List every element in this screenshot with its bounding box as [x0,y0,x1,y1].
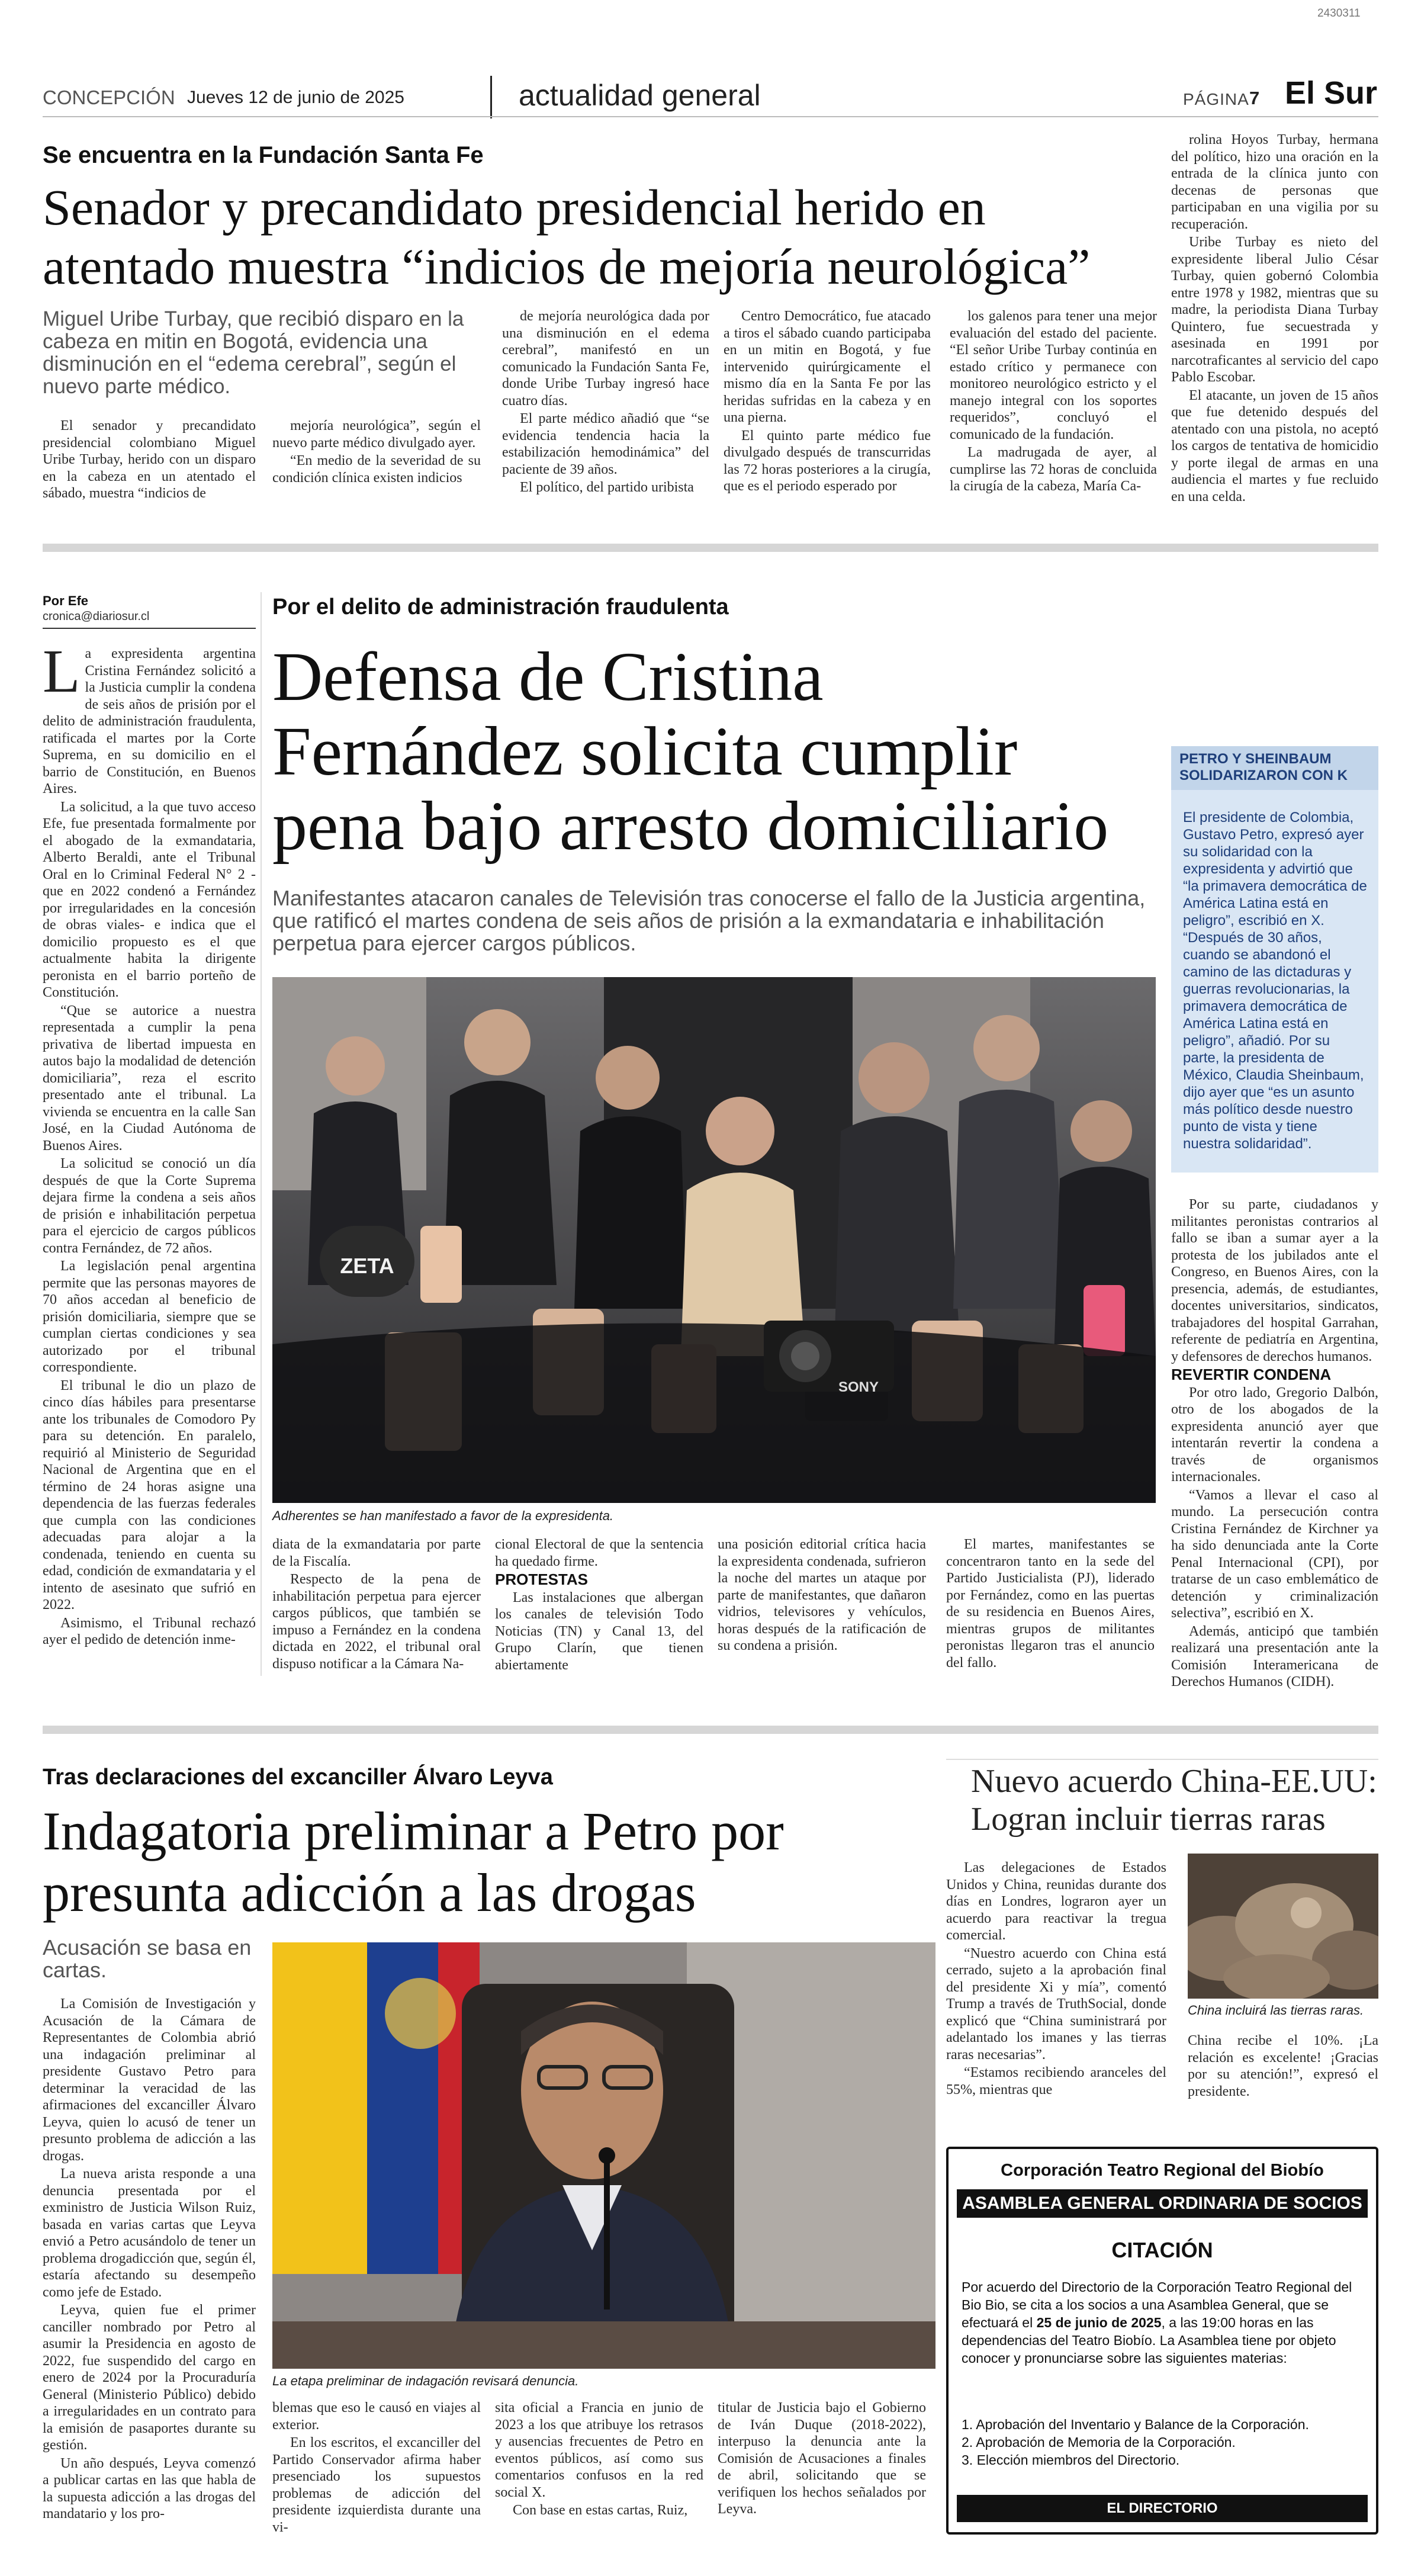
article1-col5: los galenos para tener una mejor evaluación del estado del paciente. “El señor Uribe Turbay continúa en estado crítico y permanece con monitoreo neurológico estricto y el manejo integral con los soportes requeridos”, concluyó el comunicado de la fundación. La madrugada de ayer, al cumplirse las 72 horas de concluida la cirugía de la cabeza, María Ca- [950,309,1157,494]
article3-kicker: Tras declaraciones del excanciller Álvaro Leyva [43,1765,553,1790]
article3-photo [272,1942,935,2369]
article2-left-column: La expresidenta argentina Cristina Fernández solicitó a la Justicia cumplir la condena de seis años de prisión por el delito de administración fraudulenta, ratificada el martes por la Corte Suprema, en su domicilio en el barrio de Constitución, en Buenos Aires. La solicitud, a la que tuvo acceso Efe, fue presentada formalmente por el abogado de la exmandataria, Alberto Beraldi, ante el Tribunal Oral en lo Criminal Federal N° 2 -que en 2022 condenó a Fernández por irregularidades en la concesión de obras viales- e indica que el domicilio propuesto es el que actualmente habita la dirigente peronista en el barrio porteño de Constitución. “Que se autorice a nuestra representada a cumplir la pena privativa de libertad impuesta en autos bajo la modalidad de detención domiciliaria”, reza el escrito presentado ante el tribunal. La vivienda se encuentra en la calle San José, en la Ciudad Autónoma de Buenos Aires. La solicitud se conoció un día después de que la Corte Suprema dejara firme la condena a seis años de prisión e inhabilitación perpetua para el ejercicio de cargos públicos contra Fernández, de 72 años. La legislación penal argentina permite que las personas mayores de 70 años accedan al beneficio de prisión domiciliaria, siempre que se cumplan ciertas condiciones y sea autorizado por el tribunal correspondiente. El tribunal le dio un plazo de cinco días hábiles para presentarse ante los tribunales de Comodoro Py para su detención. En paralelo, requirió al Ministerio de Seguridad Nacional de Argentina que en el término de 24 horas asigne una dependencia de las fuerzas federales que cumpla con las condiciones adecuadas para alojar a la condenada, teniendo en cuenta su edad, condición de exmandataria y el intento de asesinato que sufrió en 2022. Asimismo, el Tribunal rechazó ayer el pedido de detención inme- [43,637,256,1647]
article2-kicker: Por el delito de administración fraudulenta [272,595,729,619]
byline-rule [43,628,256,629]
article4-left-column: Las delegaciones de Estados Unidos y China, reunidas durante dos días en Londres, lograron ayer un acuerdo para reactivar la tregua comercial. “Nuestro acuerdo con China está cerrado, sujeto a la aprobación final del presidente Xi y mía”, comentó Trump a través de TruthSocial, donde explicó que “China suministrará por adelantado los imanes y las tierras raras necesarias”. “Estamos recibiendo aranceles del 55%, mientras que [946,1860,1166,2098]
article2-col-b3: una posición editorial crítica hacia la expresidenta condenada, sufrieron la noche del martes un ataque por parte de manifestantes, que dañaron vidrios, televisores y vehículos, horas después de la ratificación de su condena a prisión. [718,1537,926,1653]
notice-banner: ASAMBLEA GENERAL ORDINARIA DE SOCIOS [957,2189,1368,2218]
article1-col1: El senador y precandidato presidencial colombiano Miguel Uribe Turbay, herido con un disparo en la cabeza en un atentado el sábado, muestra “indicios de [43,418,256,501]
article3-col-b3: titular de Justicia bajo el Gobierno de Iván Duque (2018-2022), interpuso la denuncia ante la Comisión de Acusaciones a finales de abril, solicitando que se verifiquen los hechos señalados por Leyva. [718,2400,926,2517]
article3-left-column: La Comisión de Investigación y Acusación de la Cámara de Representantes de Colombia abrió una indagación preliminar al presidente Gustavo Petro para determinar la veracidad de las afirmaciones del excanciller Álvaro Leyva, quien lo acusó de tener un presunto problema de adicción a las drogas. La nueva arista responde a una denuncia presentada por el exministro de Justicia Wilson Ruiz, basada en varias cartas que Leyva envió a Petro acusándolo de tener un problema drogadicción que, según él, estaría afectando su desempeño como jefe de Estado. Leyva, quien fue el primer canciller nombrado por Petro al asumir la Presidencia en agosto de 2022, fue suspendido del cargo en enero de 2024 por la Procuraduría General (Ministerio Público) debido a irregularidades en un contrato para la emisión de pasaportes durante su gestión. Un año después, Leyva comenzó a publicar cartas en las que habla de la supuesta adicción a las drogas del mandatario y los pro- [43,1996,256,2522]
dropcap: L [43,637,81,705]
crowd-illustration [272,977,1156,1503]
page-code: 2430311 [1317,7,1361,20]
notice-org: Corporación Teatro Regional del Biobío [1001,2161,1324,2180]
notice-body: Por acuerdo del Directorio de la Corporación Teatro Regional del Bio Bio, se cita a los socios a una Asamblea General, que se efectuará el 25 de junio de 2025, a las 19:00 horas en las dependencias del Teatro Biobío. La Asamblea tiene por objeto conocer y pronunciarse sobre las siguientes materias: [962,2279,1352,2366]
article2-col-b1: diata de la exmandataria por parte de la Fiscalía. Respecto de la pena de inhabilitación perpetua para ejercer cargos públicos, que también se impuso a Fernández en la condena dictada en 2022, el tribunal oral dispuso notificar a la Cámara Na- [272,1537,481,1672]
article1-col4: Centro Democrático, fue atacado a tiros el sábado cuando participaba en un mitin en Bogotá, y fue intervenido quirúrgicamente el mismo día en la Santa Fe por las heridas sufridas en la cabeza y en una pierna. El quinto parte médico fue divulgado después de transcurridas las 72 horas posteriores a la cirugía, que es el periodo esperado por [724,309,931,494]
notice-item: 2. Aprobación de Memoria de la Corporación. [962,2434,1236,2450]
header-section: actualidad general [519,79,761,112]
notice-item: 1. Aprobación del Inventario y Balance de la Corporación. [962,2417,1309,2432]
article1-col6: rolina Hoyos Turbay, hermana del político, hizo una oración en la entrada de la clínica junto con decenas de personas que participaban en una vigilia por su recuperación. Uribe Turbay es nieto del expresidente liberal Julio César Turbay, quien gobernó Colombia entre 1978 y 1982, mientras que su madre, la periodista Diana Turbay Quintero, fue secuestrada y asesinada en 1991 por narcotraficantes al servicio del capo Pablo Escobar. El atacante, un joven de 15 años que fue detenido después del atentado con una pistola, no aceptó los cargos de tentativa de homicidio y porte ilegal de armas en una audiencia el martes y fue recluido en una celda. [1171,132,1378,505]
article2-right-column: Por su parte, ciudadanos y militantes peronistas contrarios al fallo se iban a sumar ayer a la protesta de los jubilados ante el Congreso, en Buenos Aires, con la presencia, además, de estudiantes, docentes universitarios, sindicatos, trabajadores del hospital Garrahan, referente de pediatría en Argentina, y defensores de derechos humanos. REVERTIR CONDENA Por otro lado, Gregorio Dalbón, otro de los abogados de la expresidenta anunció ayer que intentarán revertir la condena a través de organismos internacionales. “Vamos a llevar el caso al mundo. La persecución contra Cristina Fernández de Kirchner ya ha sido denunciada ante la Corte Penal Internacional (CPI), por tratarse de un caso emblemático de detención y criminalización selectiva”, escribió en X. Además, anticipó que también realizará una presentación ante la Comisión Interamericana de Derechos Humanos (CIDH). [1171,1197,1378,1690]
article4-top-rule [946,1759,1378,1760]
article4-right-column: China recibe el 10%. ¡La relación es excelente! ¡Gracias por su atención!”, expresó el presidente. [1188,2033,1378,2099]
header-page-label: PÁGINA [1183,90,1249,108]
article3-headline: Indagatoria preliminar a Petro por presunta adicción a las drogas [43,1801,784,1923]
article2-email: cronica@diariosur.cl [43,610,150,623]
header-divider [490,76,492,118]
notice-footer: EL DIRECTORIO [957,2495,1368,2522]
header-page-number: 7 [1249,88,1260,108]
beanie-text: ZETA [340,1254,394,1278]
sidebar-box [1171,746,1378,1173]
article4-headline: Nuevo acuerdo China-EE.UU: Logran incluir tierras raras [971,1763,1377,1838]
column-rule [261,592,262,1676]
article3-col-b2: sita oficial a Francia en junio de 2023 a los que atribuye los retrasos y ausencias frecuentes de Petro en eventos públicos, así como sus comentarios confusos en la red social X. Con base en estas cartas, Ruiz, [495,2400,703,2518]
article1-col3: de mejoría neurológica dada por una disminución en el edema cerebral”, manifestó en un comunicado la Fundación Santa Fe, donde Uribe Turbay ingresó hace cuatro días. El parte médico añadió que “se evidencia tendencia hacia la estabilización hemodinámica” del paciente de 39 años. El político, del partido uribista [502,309,709,495]
camera-brand-text: SONY [838,1379,879,1395]
notice-title: CITACIÓN [1111,2238,1213,2262]
article2-col-b2: cional Electoral de que la sentencia ha quedado firme. PROTESTAS Las instalaciones que albergan los canales de televisión Todo Noticias (TN) y Canal 13, del Grupo Clarín, que tienen abiertamente [495,1537,703,1673]
petro-illustration [272,1942,935,2369]
notice-box [946,2147,1378,2535]
section-divider [43,544,1378,552]
article2-lead: Manifestantes atacaron canales de Televisión tras conocerse el fallo de la Justicia argentina, que ratificó el martes condena de seis años de prisión a la exmandataria e inhabilitación perpetua para ejercer cargos públicos. [272,886,1146,955]
revertir-subhead: REVERTIR CONDENA [1171,1366,1332,1383]
notice-list [962,2416,1364,2469]
article1-headline: Senador y precandidato presidencial herido en atentado muestra “indicios de mejoría neurológica” [43,179,1091,295]
sidebar-box-text: El presidente de Colombia, Gustavo Petro, expresó ayer su solidaridad con la expresidenta y advirtió que “la primavera democrática de América Latina está en peligro”, escribió en X. “Después de 30 años, cuando se abandonó el camino de las dictaduras y guerras revolucionarias, la primavera democrática de América Latina está en peligro”, añadió. Por su parte, la presidenta de México, Claudia Sheinbaum, dijo ayer que “es un asunto más político desde nuestro punto de vista y tiene nuestra solidaridad”. [1183,810,1367,1152]
article2-photo [272,977,1156,1503]
brand-logo: El Sur [1285,75,1378,111]
article2-photo-caption: Adherentes se han manifestado a favor de la expresidenta. [272,1508,614,1523]
article1-col2: mejoría neurológica”, según el nuevo parte médico divulgado ayer. “En medio de la severidad de su condición clínica existen indicios [272,418,481,486]
rare-earths-illustration [1188,1854,1378,1999]
article4-photo-caption: China incluirá las tierras raras. [1188,2003,1364,2018]
header-city: CONCEPCIÓN [43,86,175,108]
notice-item: 3. Elección miembros del Directorio. [962,2452,1180,2468]
article2-byline: Por Efe [43,593,89,608]
article2-headline: Defensa de Cristina Fernández solicita cumplir pena bajo arresto domiciliario [272,638,1109,865]
article2-col-b4: El martes, manifestantes se concentraron tanto en la sede del Partido Justicialista (PJ), liderado por Fernández, como en las puertas de su residencia en Buenos Aires, mientras grupos de militantes peronistas llegaron tras el anuncio del fallo. [946,1537,1155,1671]
article3-photo-caption: La etapa preliminar de indagación revisará denuncia. [272,2373,579,2388]
sidebar-box-title: PETRO Y SHEINBAUM SOLIDARIZARON CON K [1179,751,1348,783]
protestas-subhead: PROTESTAS [495,1570,588,1588]
header-rule [43,116,1378,117]
article1-kicker: Se encuentra en la Fundación Santa Fe [43,142,484,168]
header-date: Jueves 12 de junio de 2025 [187,88,404,107]
article3-lead: Acusación se basa en cartas. [43,1935,252,1982]
section-divider-2 [43,1726,1378,1734]
article1-lead: Miguel Uribe Turbay, que recibió disparo en la cabeza en mitin en Bogotá, evidencia una disminución en el “edema cerebral”, según el nuevo parte médico. [43,307,464,398]
article4-photo [1188,1854,1378,1999]
article3-col-b1: blemas que eso le causó en viajes al exterior. En los escritos, el excanciller del Partido Conservador afirma haber presenciado los supuestos problemas de adicción del presidente izquierdista durante una vi- [272,2400,481,2535]
